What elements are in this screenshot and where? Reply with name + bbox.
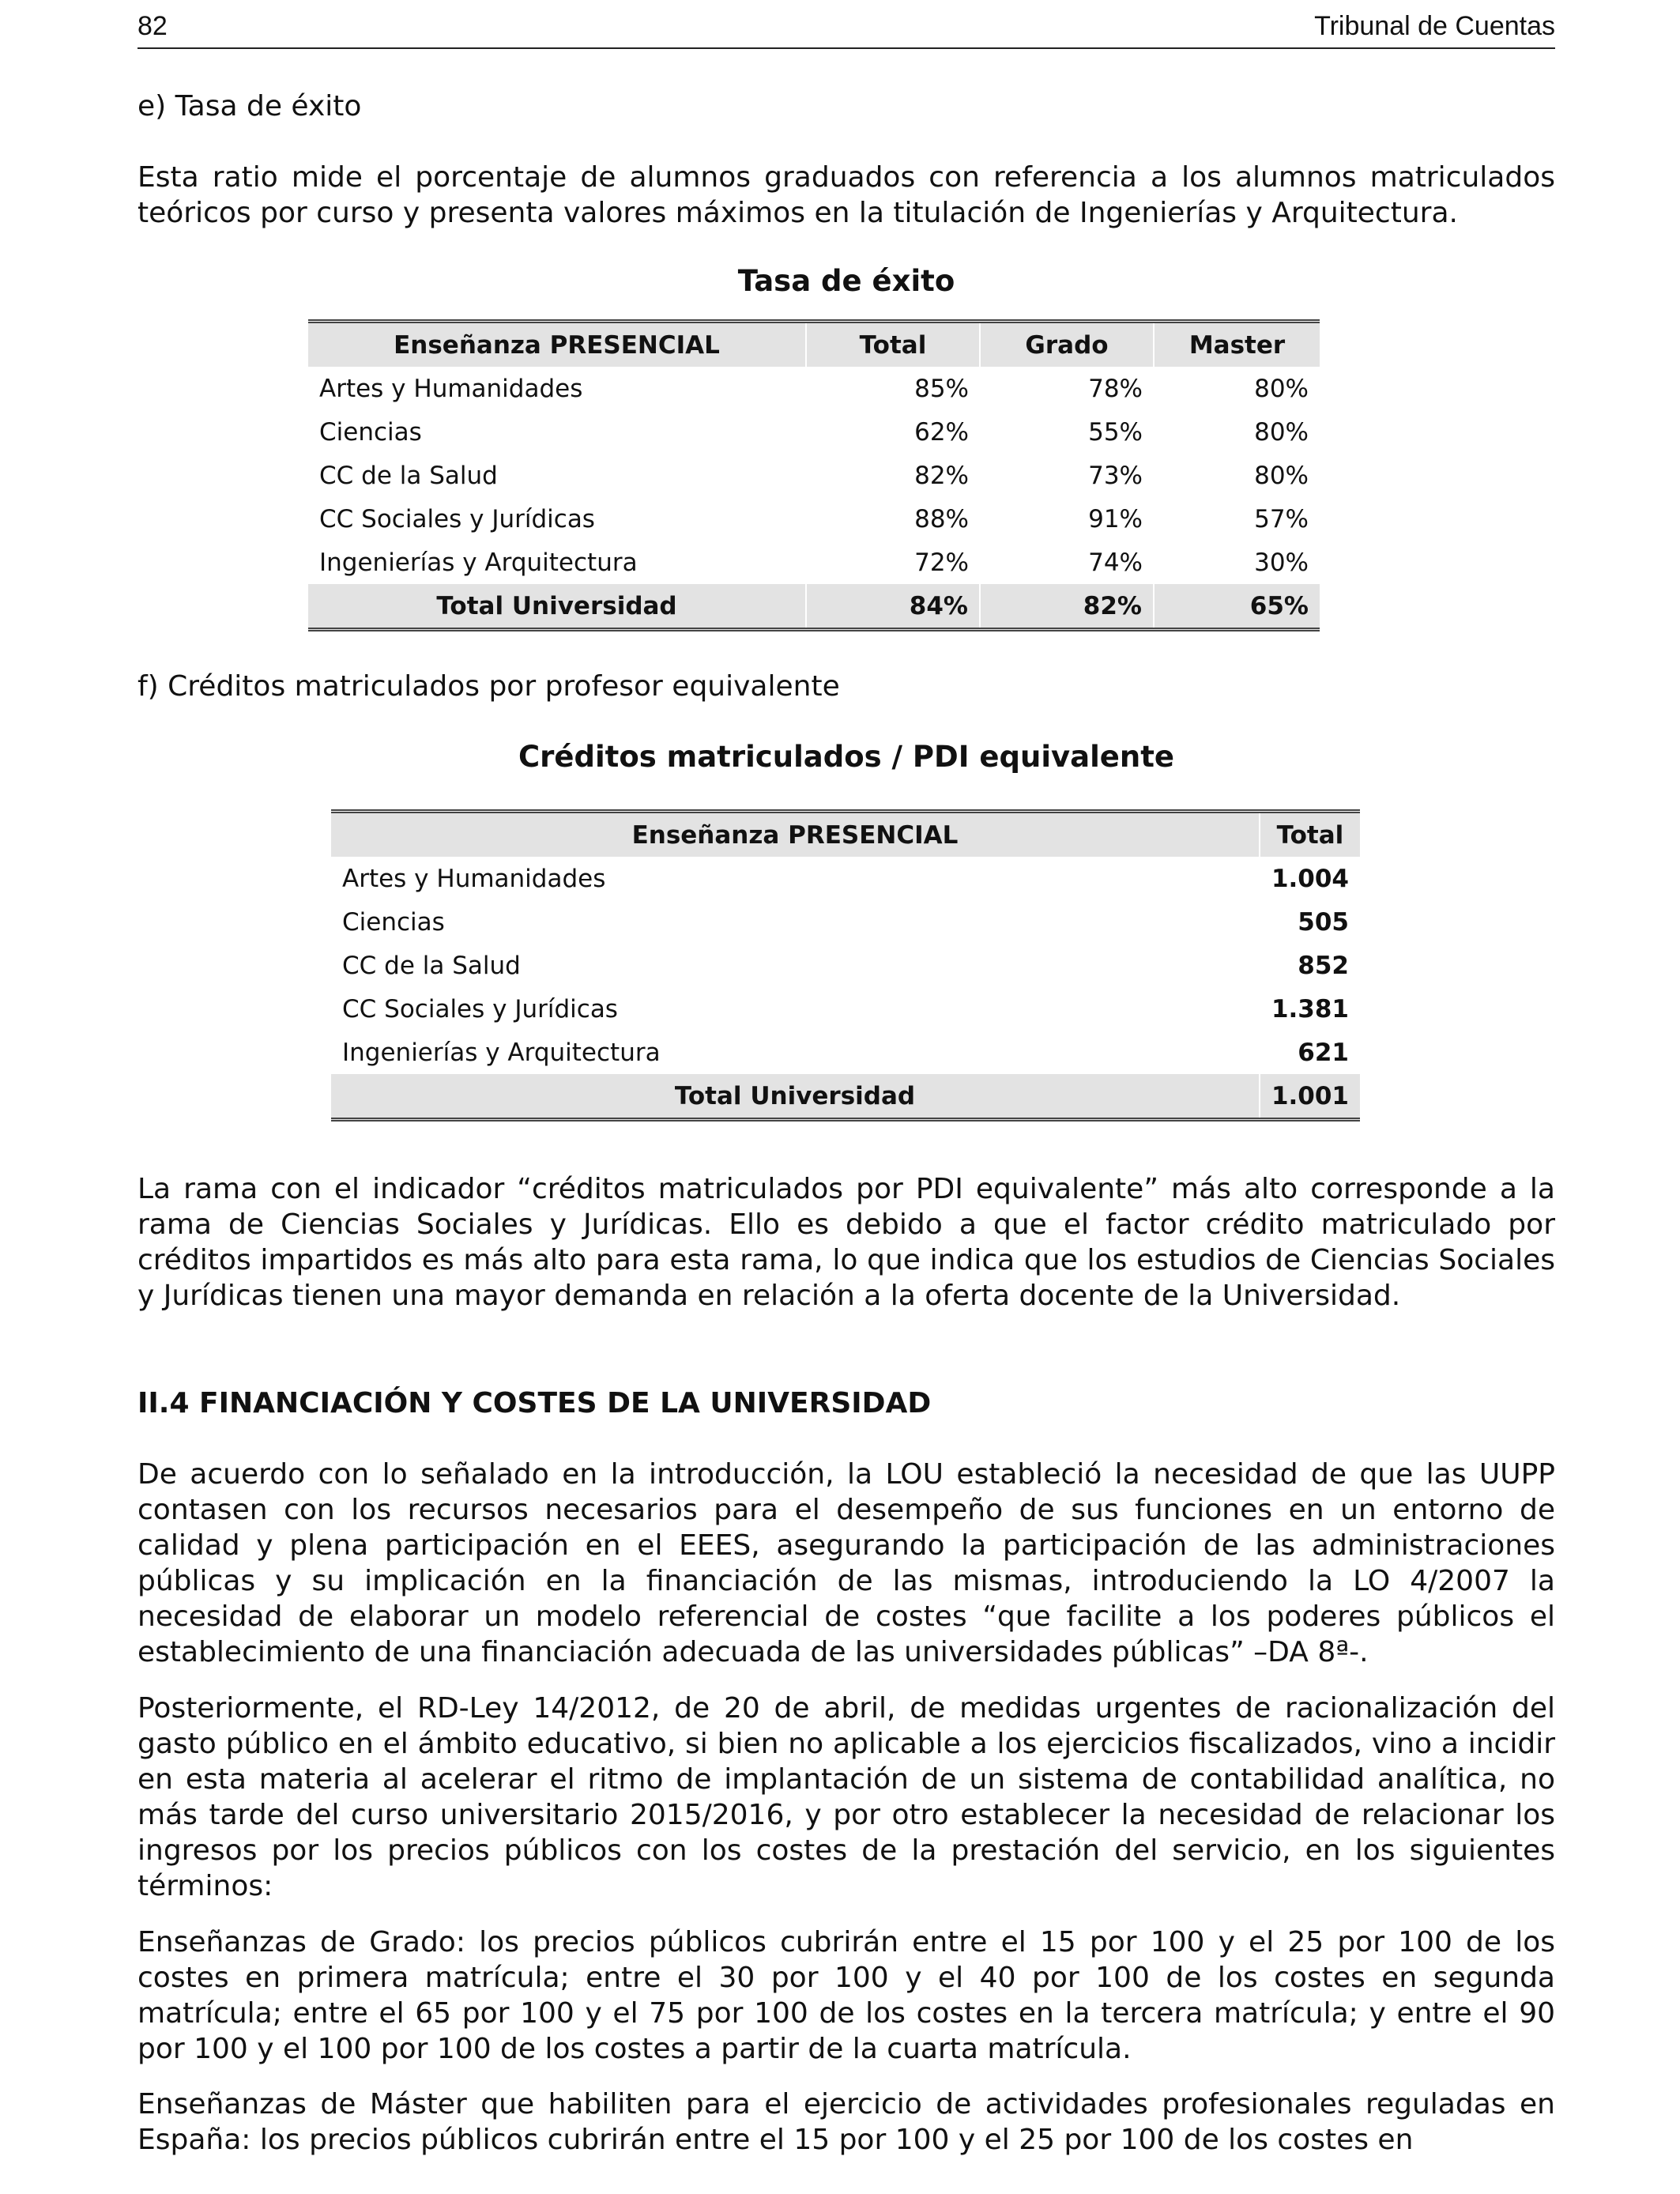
row-label: CC de la Salud [319, 461, 498, 490]
section-e-heading: e) Tasa de éxito [137, 90, 362, 123]
cell-master: 57% [1254, 504, 1309, 533]
row-label: Ingenierías y Arquitectura [342, 1038, 661, 1067]
header-ensenanza: Enseñanza PRESENCIAL [331, 812, 1260, 858]
table-row [308, 497, 1320, 541]
cell-grado: 78% [1088, 374, 1143, 403]
table-row [331, 900, 1360, 944]
cell-master: 80% [1254, 417, 1309, 447]
row-label: CC de la Salud [342, 951, 521, 980]
table-creditos-caption: Créditos matriculados / PDI equivalente [518, 740, 1174, 774]
header-master: Master [1154, 322, 1320, 368]
row-label: CC Sociales y Jurídicas [342, 994, 618, 1023]
page-number: 82 [137, 11, 168, 41]
total-cell-grado: 82% [980, 584, 1154, 630]
creditos-table [331, 809, 1360, 1122]
table-exito-caption: Tasa de éxito [737, 264, 955, 298]
cell-total: 1.381 [1271, 994, 1349, 1023]
total-cell-total: 84% [806, 584, 980, 630]
cell-master: 30% [1254, 548, 1309, 577]
table-row [308, 454, 1320, 497]
cell-grado: 55% [1088, 417, 1143, 447]
row-label: Artes y Humanidades [342, 864, 606, 893]
cell-total: 1.004 [1271, 864, 1349, 893]
paragraph-grado: Enseñanzas de Grado: los precios públicos cubrirán entre el 15 por 100 y el 25 por 100 de los costes en primera matrícula; entre el 30 por 100 y el 40 por 100 de los costes en segunda matrícula; entre el 65 por 100 y el 75 por 100 de los costes en la tercera matrícula; y entre el 90 por 100 y el 100 por 100 de los costes a partir de la cuarta matrícula. [137, 1926, 1555, 2065]
cell-total: 505 [1298, 907, 1349, 937]
section-f-heading: f) Créditos matriculados por profesor equivalente [137, 670, 840, 703]
cell-total: 852 [1298, 951, 1349, 980]
cell-total: 62% [914, 417, 969, 447]
total-row [331, 1074, 1360, 1120]
cell-total: 621 [1298, 1038, 1349, 1067]
total-cell-master: 65% [1154, 584, 1320, 630]
total-label: Total Universidad [308, 584, 806, 630]
cell-total: 72% [914, 548, 969, 577]
header-total: Total [806, 322, 980, 368]
table-row [331, 857, 1360, 900]
paragraph-rama: La rama con el indicador “créditos matriculados por PDI equivalente” más alto corresponde a la rama de Ciencias Sociales y Jurídicas. Ello es debido a que el factor crédito matriculado por créditos impartidos es más alto para esta rama, lo que indica que los estudios de Ciencias Sociales y Jurídicas tienen una mayor demanda en relación a la oferta docente de la Universidad. [137, 1173, 1555, 1312]
row-label: Ciencias [319, 417, 422, 447]
paragraph-rd-ley: Posteriormente, el RD-Ley 14/2012, de 20 de abril, de medidas urgentes de racionalización del gasto público en el ámbito educativo, si bien no aplicable a los ejercicios fiscalizados, vino a incidir en esta materia al acelerar el ritmo de implantación de un sistema de contabilidad analítica, no más tarde del curso universitario 2015/2016, y por otro establecer la necesidad de relacionar los ingresos por los precios públicos con los costes de la prestación del servicio, en los siguientes términos: [137, 1692, 1555, 1902]
header-grado: Grado [980, 322, 1154, 368]
row-label: Ingenierías y Arquitectura [319, 548, 638, 577]
paragraph-lou: De acuerdo con lo señalado en la introducción, la LOU estableció la necesidad de que las UUPP contasen con los recursos necesarios para el desempeño de sus funciones en un entorno de calidad y plena participación en el EEES, asegurando la participación de las administraciones públicas y su implicación en la financiación de las mismas, introduciendo la LO 4/2007 la necesidad de elaborar un modelo referencial de costes “que facilite a los poderes públicos el establecimiento de una financiación adecuada de las universidades públicas” –DA 8ª-. [137, 1458, 1555, 1668]
cell-grado: 74% [1088, 548, 1143, 577]
table-row [331, 944, 1360, 987]
row-label: Ciencias [342, 907, 445, 937]
total-cell-total: 1.001 [1260, 1074, 1360, 1120]
cell-grado: 91% [1088, 504, 1143, 533]
table-row [308, 367, 1320, 410]
total-row [308, 584, 1320, 630]
table-row [331, 987, 1360, 1031]
cell-total: 88% [914, 504, 969, 533]
cell-grado: 73% [1088, 461, 1143, 490]
header-ensenanza: Enseñanza PRESENCIAL [308, 322, 806, 368]
total-label: Total Universidad [331, 1074, 1260, 1120]
cell-master: 80% [1254, 374, 1309, 403]
table-row [308, 410, 1320, 454]
cell-total: 85% [914, 374, 969, 403]
section-e-paragraph: Esta ratio mide el porcentaje de alumnos graduados con referencia a los alumnos matriculados teóricos por curso y presenta valores máximos en la titulación de Ingenierías y Arquitectura. [137, 161, 1555, 229]
page-header [137, 11, 1555, 49]
publisher-name: Tribunal de Cuentas [1314, 11, 1555, 41]
table-row [331, 1031, 1360, 1074]
header-total: Total [1260, 812, 1360, 858]
section-ii4-heading: II.4 FINANCIACIÓN Y COSTES DE LA UNIVERSIDAD [137, 1387, 932, 1419]
row-label: Artes y Humanidades [319, 374, 583, 403]
cell-master: 80% [1254, 461, 1309, 490]
row-label: CC Sociales y Jurídicas [319, 504, 595, 533]
cell-total: 82% [914, 461, 969, 490]
table-row [308, 541, 1320, 584]
paragraph-master: Enseñanzas de Máster que habiliten para el ejercicio de actividades profesionales reguladas en España: los precios públicos cubrirán entre el 15 por 100 y el 25 por 100 de los costes en [137, 2088, 1555, 2156]
tasa-exito-table [308, 319, 1320, 631]
